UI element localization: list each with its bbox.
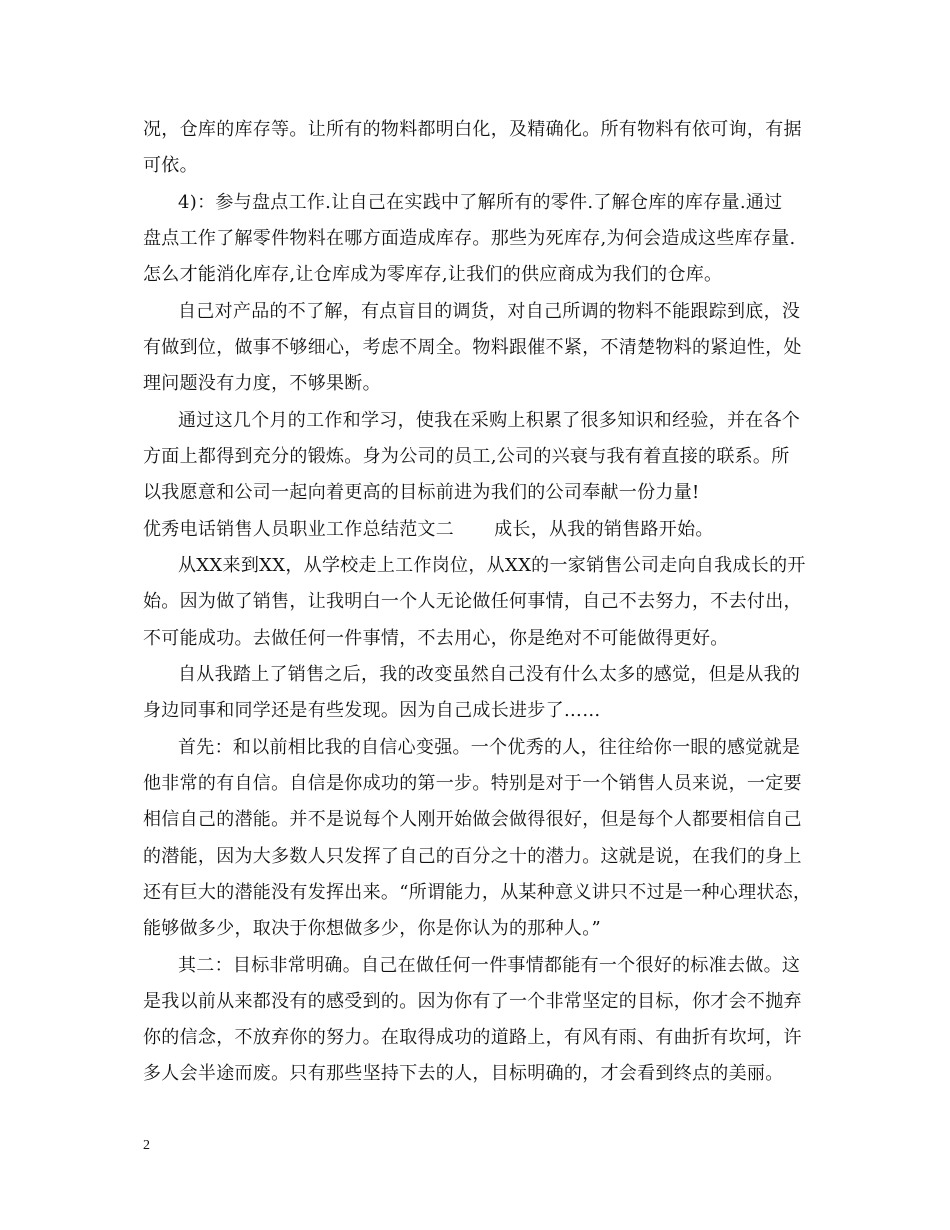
body-text-line: 其二：目标非常明确。自己在做任何一件事情都能有一个很好的标准去做。这 [178,955,801,976]
body-text-line: 还有巨大的潜能没有发挥出来。“所谓能力，从某种意义讲只不过是一种心理状态， [143,882,812,903]
body-text-line: 可依。 [143,155,198,176]
body-text-line: 的潜能，因为大多数人只发挥了自己的百分之十的潜力。这就是说，在我们的身上 [143,846,802,867]
body-text-line: 有做到位，做事不够细心，考虑不周全。物料跟催不紧，不清楚物料的紧迫性，处 [143,337,802,358]
body-text-line: 他非常的有自信。自信是你成功的第一步。特别是对于一个销售人员来说，一定要 [143,773,802,794]
section-title: 优秀电话销售人员职业工作总结范文二 [143,519,455,540]
body-text-line: 理问题没有力度，不够果断。 [143,373,381,394]
body-text-line: 是我以前从来都没有的感受到的。因为你有了一个非常坚定的目标，你才会不抛弃 [143,991,802,1012]
body-text-line: 首先：和以前相比我的自信心变强。一个优秀的人，往往给你一眼的感觉就是 [178,737,801,758]
body-text-line: 通过这几个月的工作和学习，使我在采购上积累了很多知识和经验，并在各个 [178,410,801,431]
body-text-line: 始。因为做了销售，让我明白一个人无论做任何事情，自己不去努力，不去付出， [143,591,802,612]
body-text-line: 况，仓库的库存等。让所有的物料都明白化，及精确化。所有物料有依可询，有据 [143,119,802,140]
body-text-line: 方面上都得到充分的锻炼。身为公司的员工,公司的兴衰与我有着直接的联系。所 [143,446,790,467]
body-text-line: 相信自己的潜能。并不是说每个人刚开始做会做得很好，但是每个人都要相信自己 [143,809,802,830]
body-text-line: 以我愿意和公司一起向着更高的目标前进为我们的公司奉献一份力量! [143,482,700,503]
body-text-line: 盘点工作了解零件物料在哪方面造成库存。那些为死库存,为何会造成这些库存量. [143,228,796,249]
body-text-line: 自从我踏上了销售之后，我的改变虽然自己没有什么太多的感觉，但是从我的 [178,664,801,685]
body-text-line: 从XX来到XX，从学校走上工作岗位，从XX的一家销售公司走向自我成长的开 [178,555,806,576]
body-text-line: 能够做多少，取决于你想做多少，你是你认为的那种人。” [143,918,601,939]
body-text-line: 4)：参与盘点工作.让自己在实践中了解所有的零件.了解仓库的库存量.通过 [178,192,783,213]
section-subtitle: 成长，从我的销售路开始。 [494,519,714,540]
body-text-line: 身边同事和同学还是有些发现。因为自己成长进步了…… [143,700,601,721]
body-text-line: 怎么才能消化库存,让仓库成为零库存,让我们的供应商成为我们的仓库。 [143,264,723,285]
body-text-line: 你的信念，不放弃你的努力。在取得成功的道路上，有风有雨、有曲折有坎坷，许 [143,1027,802,1048]
body-text-line: 不可能成功。去做任何一件事情，不去用心，你是绝对不可能做得更好。 [143,628,729,649]
page-number: 2 [143,1138,150,1153]
body-text-line: 自己对产品的不了解，有点盲目的调货，对自己所调的物料不能跟踪到底，没 [178,301,801,322]
section-heading [143,518,823,542]
body-text-line: 多人会半途而废。只有那些坚持下去的人，目标明确的，才会看到终点的美丽。 [143,1063,784,1084]
